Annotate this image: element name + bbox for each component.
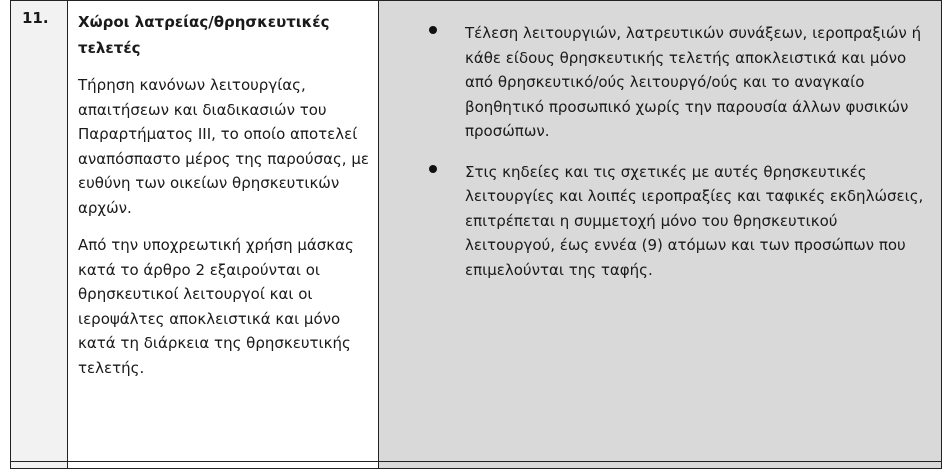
category-cell	[68, 1, 379, 462]
category-paragraph-1: Τήρηση κανόνων λειτουργίας, απαιτήσεων και διαδικασιών του Παραρτήματος ΙΙΙ, το οποίο αποτελεί αναπόσπαστο μέρος της παρούσας, με ευθύνη των οικείων θρησκευτικών αρχών.	[78, 76, 369, 217]
next-row-category-cell	[68, 462, 379, 469]
list-item	[379, 21, 931, 144]
table-row	[11, 462, 942, 469]
next-row-measures-cell	[379, 462, 942, 469]
next-row-number-cell	[11, 462, 68, 469]
bullet-icon	[429, 26, 437, 34]
measure-text-1: Τέλεση λειτουργιών, λατρευτικών συνάξεων, ιεροπραξιών ή κάθε είδους θρησκευτικής τελετής αποκλειστικά και μόνο από θρησκευτικό/ούς λειτουργό/ούς και το αναγκαίο βοηθητικό προσωπικό χωρίς την παρουσία άλλων φυσικών προσώπων.	[465, 24, 922, 140]
row-number: 11.	[22, 9, 49, 27]
row-number-cell	[11, 1, 68, 462]
list-item	[379, 160, 931, 283]
bullet-icon	[429, 165, 437, 173]
category-paragraph-2: Από την υποχρεωτική χρήση μάσκας κατά το άρθρο 2 εξαιρούνται οι θρησκευτικοί λειτουργοί και οι ιεροψάλτες αποκλειστικά και μόνο κατά τη διάρκεια της θρησκευτικής τελετής.	[78, 236, 354, 377]
category-title: Χώροι λατρείας/θρησκευτικές τελετές	[78, 13, 330, 57]
measure-text-2: Στις κηδείες και τις σχετικές με αυτές θρησκευτικές λειτουργίες και λοιπές ιεροπραξίες και ταφικές εκδηλώσεις, επιτρέπεται η συμμετοχή μόνο του θρησκευτικού λειτουργού, έως εννέα (9) ατόμων και των προσώπων που επιμελούνται της ταφής.	[465, 162, 924, 279]
measures-table	[10, 0, 942, 469]
table-row	[11, 1, 942, 462]
measures-cell	[379, 1, 942, 462]
